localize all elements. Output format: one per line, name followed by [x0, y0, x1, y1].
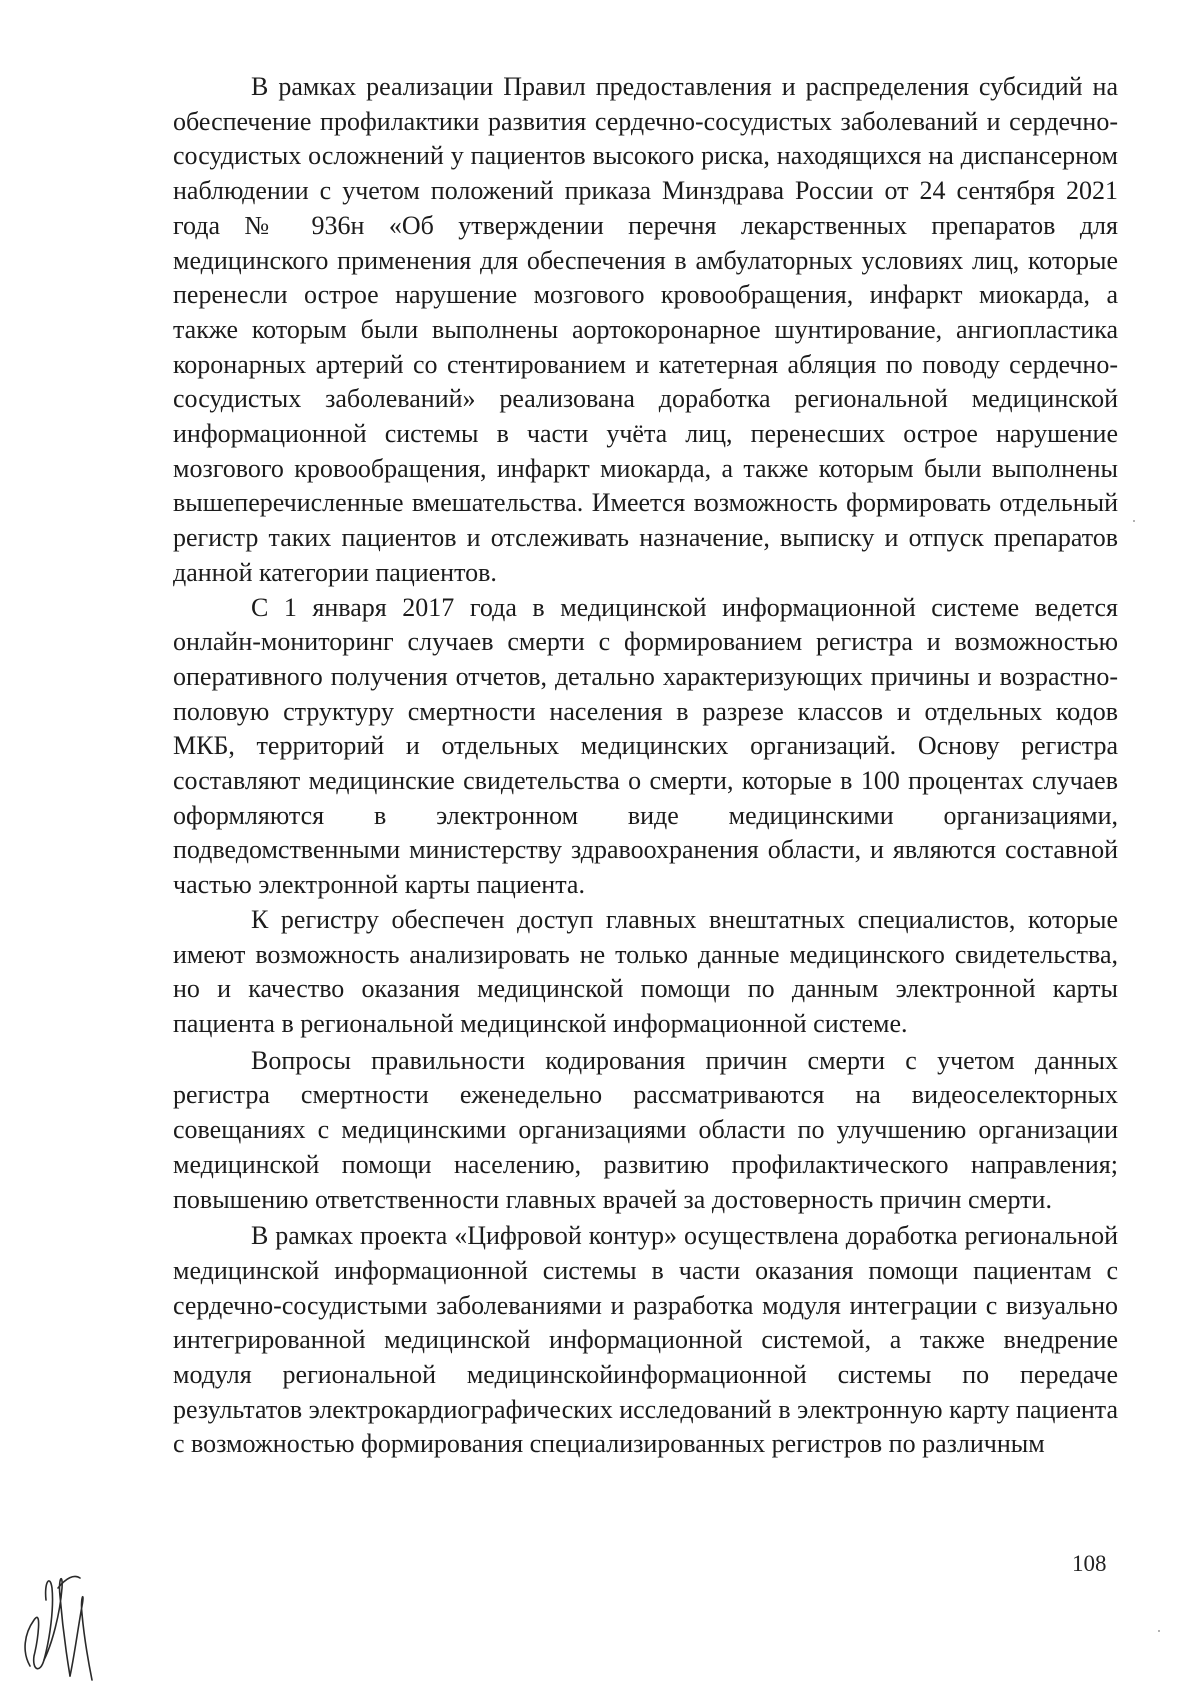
paragraph-2: С 1 января 2017 года в медицинской информационной системе ведется онлайн-мониторинг случаев смерти с формированием регистра и возможностью оперативного получения отчетов, детально характеризующих причины и возрастно-половую структуру смертности населения в разрезе классов и отдельных кодов МКБ, территорий и отдельных медицинских организаций. Основу регистра составляют медицинские свидетельства о смерти, которые в 100 процентах случаев оформляются в электронном виде медицинскими организациями, подведомственными министерству здравоохранения области, и являются составной частью электронной карты пациента.	[173, 592, 1118, 900]
paragraph-5: В рамках проекта «Цифровой контур» осуществлена доработка региональной медицинской информационной системы в части оказания помощи пациентам с сердечно-сосудистыми заболеваниями и разработка модуля интеграции с визуально интегрированной медицинской информационной системой, а также внедрение модуля региональной медицинскойинформационной системы по передаче результатов электрокардиографических исследований в электронную карту пациента с возможностью формирования специализированных регистров по различным	[173, 1221, 1118, 1459]
signature-stroke	[14, 1548, 106, 1688]
handwritten-signature	[14, 1548, 106, 1688]
body-text	[173, 70, 1118, 1462]
scan-speck	[1133, 520, 1135, 522]
paragraph-1: В рамках реализации Правил предоставления и распределения субсидий на обеспечение профилактики развития сердечно-сосудистых заболеваний и сердечно-сосудистых осложнений у пациентов высокого риска, находящихся на диспансерном наблюдении с учетом положений приказа Минздрава России от 24 сентября 2021 года № 936н «Об утверждении перечня лекарственных препаратов для медицинского применения для обеспечения в амбулаторных условиях лиц, которые перенесли острое нарушение мозгового кровообращения, инфаркт миокарда, а также которым были выполнены аортокоронарное шунтирование, ангиопластика коронарных артерий со стентированием и катетерная абляция по поводу сердечно-сосудистых заболеваний» реализована доработка региональной медицинской информационной системы в части учёта лиц, перенесших острое нарушение мозгового кровообращения, инфаркт миокарда, а также которым были выполнены вышеперечисленные вмешательства. Имеется возможность формировать отдельный регистр таких пациентов и отслеживать назначение, выписку и отпуск препаратов данной категории пациентов.	[173, 72, 1118, 587]
scan-speck	[1158, 1630, 1160, 1632]
page-number: 108	[1072, 1551, 1107, 1576]
paragraph-4: Вопросы правильности кодирования причин смерти с учетом данных регистра смертности еженедельно рассматриваются на видеоселекторных совещаниях с медицинскими организациями области по улучшению организации медицинской помощи населению, развитию профилактического направления; повышению ответственности главных врачей за достоверность причин смерти.	[173, 1045, 1118, 1214]
paragraph-3: К регистру обеспечен доступ главных внештатных специалистов, которые имеют возможность анализировать не только данные медицинского свидетельства, но и качество оказания медицинской помощи по данным электронной карты пациента в региональной медицинской информационной системе.	[173, 904, 1118, 1038]
